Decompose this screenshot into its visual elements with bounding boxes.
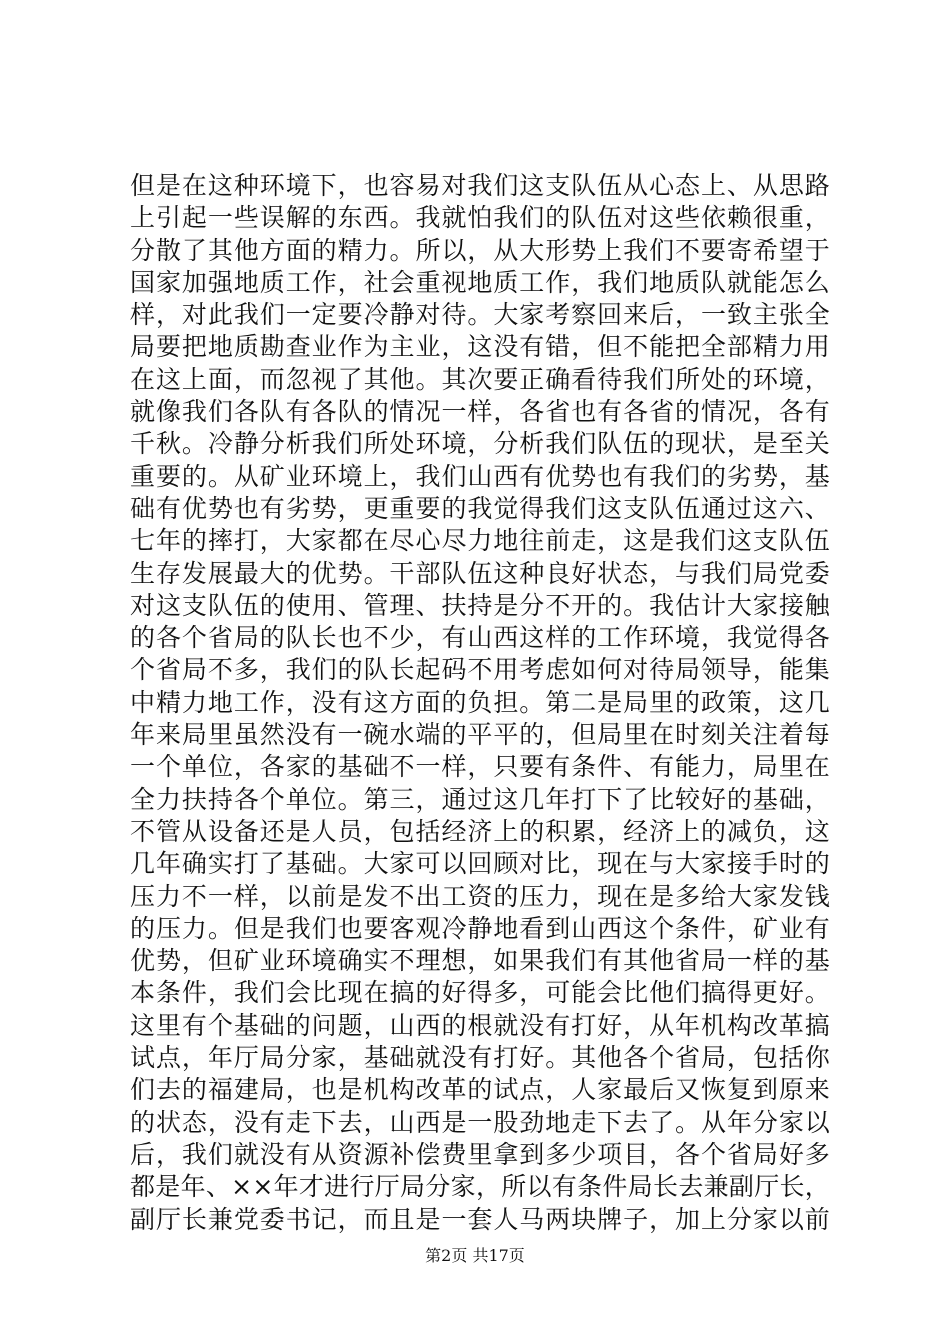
text-line: 础有优势也有劣势，更重要的我觉得我们这支队伍通过这六、 (130, 493, 830, 523)
text-line: 不管从设备还是人员，包括经济上的积累，经济上的减负，这 (130, 816, 830, 846)
text-line: 但是在这种环境下，也容易对我们这支队伍从心态上、从思路 (130, 171, 830, 200)
text-line: 样，对此我们一定要冷静对待。大家考察回来后，一致主张全 (130, 300, 830, 330)
text-line: 个省局不多，我们的队长起码不用考虑如何对待局领导，能集 (130, 655, 830, 685)
text-line: 这里有个基础的问题，山西的根就没有打好，从年机构改革搞 (130, 1010, 830, 1040)
text-line: 七年的摔打，大家都在尽心尽力地往前走，这是我们这支队伍 (130, 526, 830, 556)
text-line: 一个单位，各家的基础不一样，只要有条件、有能力，局里在 (130, 752, 830, 782)
text-line: 在这上面，而忽视了其他。其次要正确看待我们所处的环境， (130, 364, 830, 394)
text-line: 本条件，我们会比现在搞的好得多，可能会比他们搞得更好。 (130, 978, 830, 1008)
text-line: 生存发展最大的优势。干部队伍这种良好状态，与我们局党委 (130, 558, 830, 588)
text-line: 压力不一样，以前是发不出工资的压力，现在是多给大家发钱 (130, 881, 830, 911)
body-text (130, 170, 830, 1236)
text-line: 的压力。但是我们也要客观冷静地看到山西这个条件，矿业有 (130, 913, 830, 943)
text-line: 中精力地工作，没有这方面的负担。第二是局里的政策，这几 (130, 687, 830, 717)
text-line: 们去的福建局，也是机构改革的试点，人家最后又恢复到原来 (130, 1075, 830, 1105)
text-line: 年来局里虽然没有一碗水端的平平的，但局里在时刻关注着每 (130, 720, 830, 750)
text-line: 全力扶持各个单位。第三，通过这几年打下了比较好的基础， (130, 784, 830, 814)
text-line: 副厅长兼党委书记，而且是一套人马两块牌子，加上分家以前 (130, 1204, 830, 1234)
text-line: 都是年、××年才进行厅局分家，所以有条件局长去兼副厅长， (130, 1172, 830, 1202)
text-line: 重要的。从矿业环境上，我们山西有优势也有我们的劣势，基 (130, 461, 830, 491)
text-line: 试点，年厅局分家，基础就没有打好。其他各个省局，包括你 (130, 1043, 830, 1073)
text-line: 几年确实打了基础。大家可以回顾对比，现在与大家接手时的 (130, 849, 830, 879)
text-line: 上引起一些误解的东西。我就怕我们的队伍对这些依赖很重， (130, 203, 830, 233)
text-line: 对这支队伍的使用、管理、扶持是分不开的。我估计大家接触 (130, 590, 830, 620)
text-line: 的各个省局的队长也不少，有山西这样的工作环境，我觉得各 (130, 623, 830, 653)
text-line: 的状态，没有走下去，山西是一股劲地走下去了。从年分家以 (130, 1107, 830, 1137)
text-line: 分散了其他方面的精力。所以，从大形势上我们不要寄希望于 (130, 235, 830, 265)
page-footer: 第2页 共17页 (425, 1246, 525, 1265)
text-line: 国家加强地质工作，社会重视地质工作，我们地质队就能怎么 (130, 267, 830, 297)
text-line: 后，我们就没有从资源补偿费里拿到多少项目，各个省局好多 (130, 1139, 830, 1169)
text-line: 就像我们各队有各队的情况一样，各省也有各省的情况，各有 (130, 397, 830, 427)
text-line: 局要把地质勘查业作为主业，这没有错，但不能把全部精力用 (130, 332, 830, 362)
text-line: 优势，但矿业环境确实不理想，如果我们有其他省局一样的基 (130, 946, 830, 976)
text-line: 千秋。冷静分析我们所处环境，分析我们队伍的现状，是至关 (130, 429, 830, 459)
